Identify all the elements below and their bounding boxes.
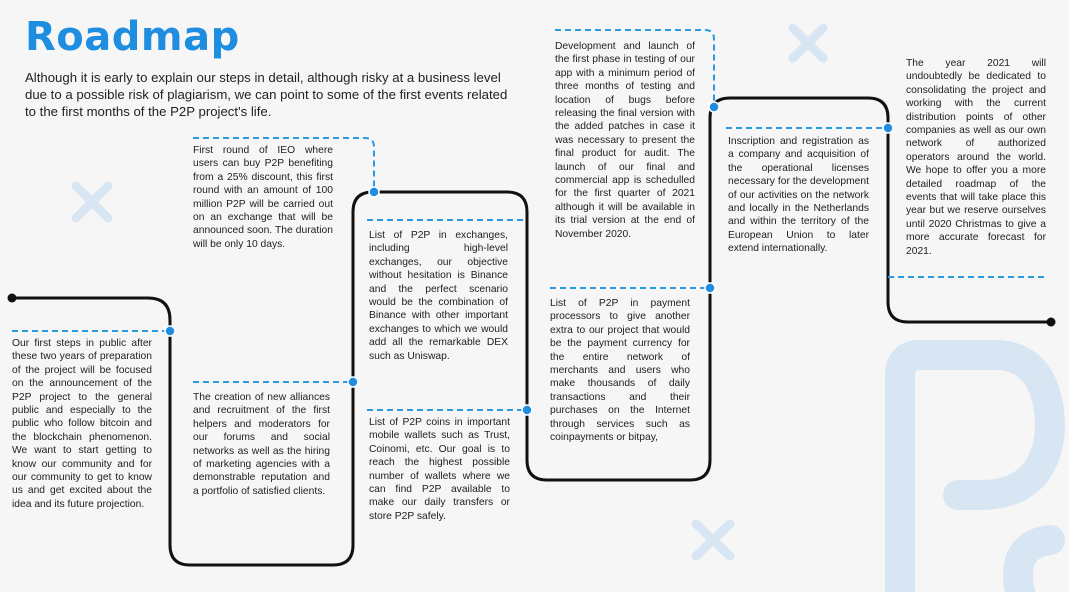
timeline-start-dot (8, 294, 17, 303)
node-7 (883, 123, 893, 133)
step-6-text: Development and launch of the first phase in testing of our app with a minimum period of three months of testing and location of bugs before releasing the final version with the added patches in case it was necessary to present the final product for audit. The launch of our final and commercial app is schedulled for the first quarter of 2021 although it will be available in its trial version at the end of November 2020. (555, 41, 695, 240)
node-4 (522, 405, 532, 415)
node-5 (709, 102, 719, 112)
page-title: Roadmap (25, 14, 240, 60)
node-2 (369, 187, 379, 197)
node-3 (348, 377, 358, 387)
step-2-text: First round of IEO where users can buy P2P benefiting from a 25% discount, this first round with an amount of 100 million P2P will be carried out on an exchange that will be announced soon. The duration will be only 10 days. (193, 145, 333, 250)
p2p-watermark-icon (900, 355, 1050, 592)
node-1 (165, 326, 175, 336)
node-6 (705, 283, 715, 293)
timeline-end-dot (1047, 318, 1056, 327)
step-8-text: Inscription and registration as a company and acquisition of the operational licenses necessary for the development of our activities on the network and locally in the Netherlands and within the territory of the European Union to later extend internationally. (728, 136, 869, 255)
step-4-text: List of P2P in exchanges, including high-level exchanges, our objective without hesitation is Binance and the perfect scenario would be the combination of Binance with other important exchanges to which we would add all the remarkable DEX such as Uniswap. (369, 230, 508, 362)
step-5-text: List of P2P coins in important mobile wallets such as Trust, Coinomi, etc. Our goal is to reach the highest possible number of wallets where we can find P2P available to make our daily transfers or store P2P safely. (369, 417, 510, 522)
step-9-text: The year 2021 will undoubtedly be dedicated to consolidating the project and working with the current distribution points of other companies as well as our own network of authorized operators around the world. We hope to offer you a more detailed roadmap of the events that will take place this year but we reserve ourselves until 2020 Christmas to give a more accurate forecast for 2021. (906, 58, 1046, 257)
step-3-text: The creation of new alliances and recruitment of the first helpers and moderators for our forums and social networks as well as the hiring of marketing agencies with a demonstrable reputation and a portfolio of satisfied clients. (193, 392, 330, 497)
intro-paragraph: Although it is early to explain our steps in detail, although risky at a business level due to a possible risk of plagiarism, we can point to some of the first events related to the first months of the P2P project's life. (25, 70, 508, 119)
step-1-text: Our first steps in public after these two years of preparation of the project will be focused on the announcement of the P2P project to the general public and especially to the public who follow bitcoin and the blockchain phenomenon. We want to start getting to know our community and for our community to get to know us and get excited about the idea and its future projection. (12, 338, 152, 510)
step-7-text: List of P2P in payment processors to give another extra to our project that would be the payment currency for the entire network of merchants and users who make thousands of daily transactions and their purchases on the Internet through services such as coinpayments or bitpay, (550, 298, 690, 444)
